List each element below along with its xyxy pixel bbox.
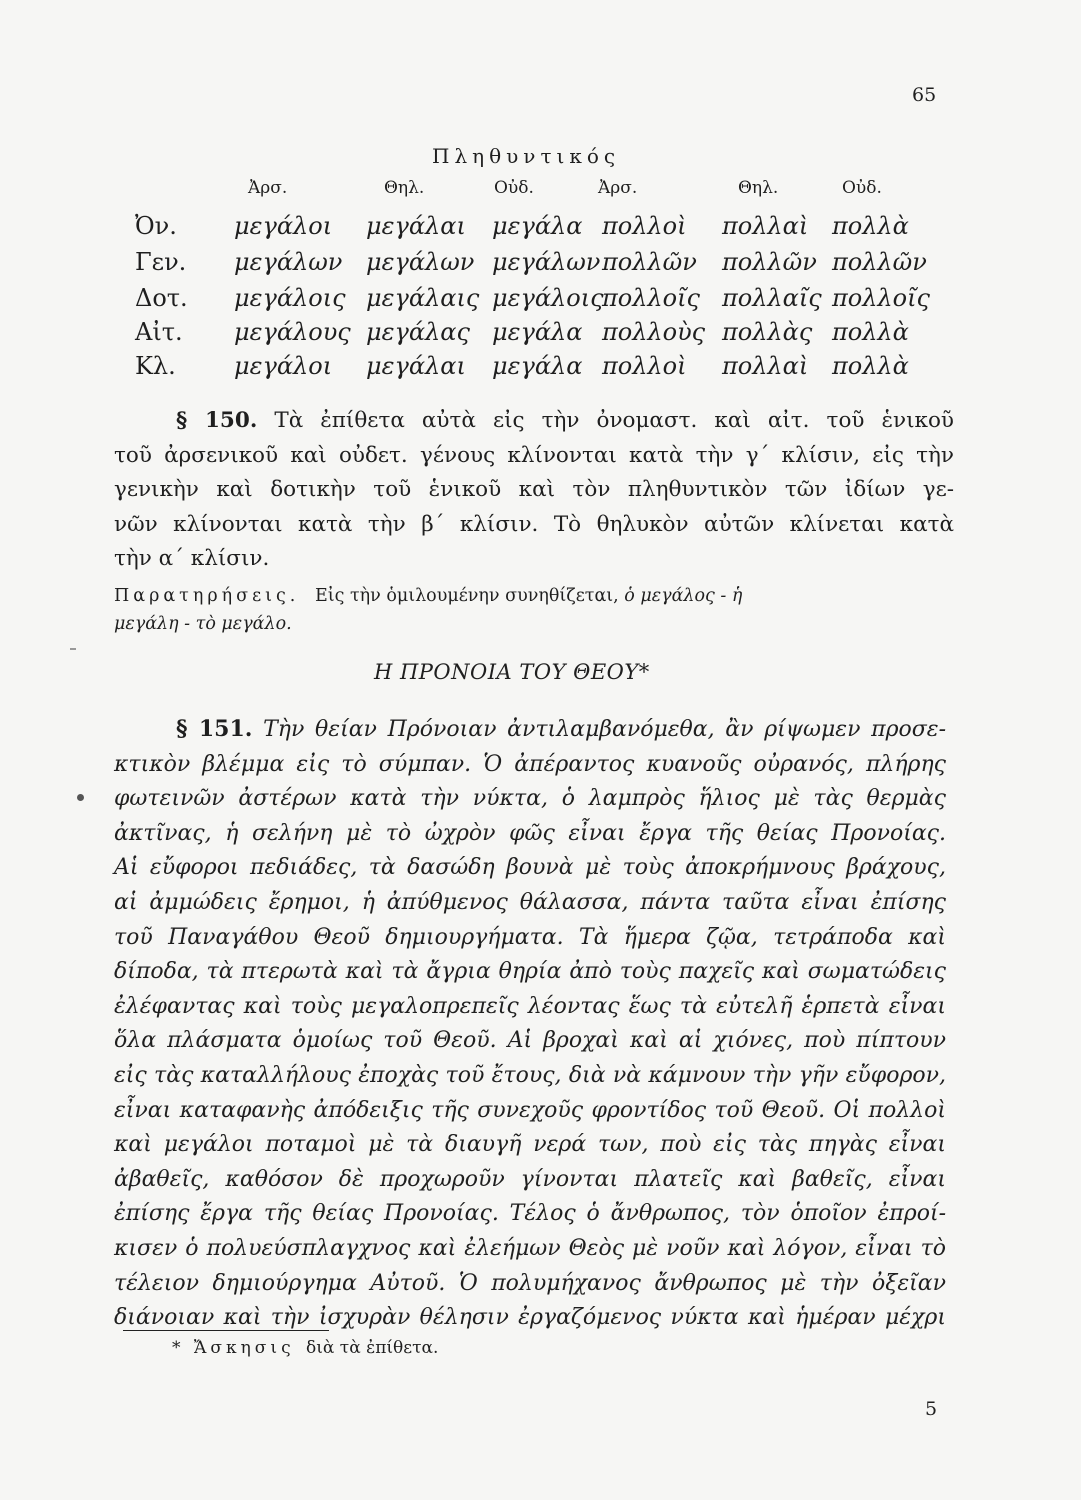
table-cell: μεγάλοι xyxy=(234,212,333,240)
table-cell: πολλαῖς xyxy=(722,284,822,312)
table-cell: πολλὰ xyxy=(832,318,909,346)
margin-dot xyxy=(77,794,84,801)
table-cell: μεγάλαι xyxy=(366,352,466,380)
paragraph-line: κτικὸν βλέμμα εἰς τὸ σύμπαν. Ὁ ἀπέραντος κυανοῦς οὐρανός, πλήρης xyxy=(114,751,946,777)
remarks-note xyxy=(114,582,954,638)
table-cell: πολλαὶ xyxy=(722,352,809,380)
paragraph-line: κισεν ὁ πολυεύσπλαγχνος καὶ ἐλεήμων Θεὸς μὲ νοῦν καὶ λόγον, εἶναι τὸ xyxy=(114,1235,946,1261)
table-cell: μεγάλαι xyxy=(366,212,466,240)
sheet-number: 5 xyxy=(925,1398,938,1420)
table-cell: μεγάλα xyxy=(492,318,583,346)
section-151-paragraph xyxy=(114,712,946,1336)
footnote-rule xyxy=(123,1330,329,1331)
table-cell: μεγάλοις xyxy=(234,284,346,312)
table-cell: μεγάλους xyxy=(234,318,351,346)
table-cell: πολλῶν xyxy=(832,248,927,276)
paragraph-line: τοῦ Παναγάθου Θεοῦ δημιουργήματα. Τὰ ἥμερα ζῷα, τετράποδα καὶ xyxy=(114,924,946,950)
case-label: Αἰτ. xyxy=(135,318,183,346)
case-label: Ὀν. xyxy=(135,212,177,240)
section-title: Η ΠΡΟΝΟΙΑ ΤΟΥ ΘΕΟΥ* xyxy=(374,660,650,684)
case-label: Δοτ. xyxy=(135,284,188,312)
table-cell: μεγάλαις xyxy=(366,284,480,312)
col-header: Ἀρσ. xyxy=(248,178,288,198)
remarks-forms: ὁ μεγάλος - ἡ xyxy=(624,586,743,606)
table-cell: πολλῶν xyxy=(602,248,697,276)
paragraph-line: φωτεινῶν ἀστέρων κατὰ τὴν νύκτα, ὁ λαμπρὸς ἥλιος μὲ τὰς θερμὰς xyxy=(114,786,946,812)
table-cell: μεγάλων xyxy=(366,248,475,276)
table-cell: πολλοῖς xyxy=(602,284,700,312)
paragraph-line: τέλειον δημιούργημα Αὐτοῦ. Ὁ πολυμήχανος ἄνθρωπος μὲ τὴν ὀξεῖαν xyxy=(114,1270,946,1296)
col-header: Θηλ. xyxy=(738,178,779,198)
paragraph-line: Αἱ εὔφοροι πεδιάδες, τὰ δασώδη βουνὰ μὲ τοὺς ἀποκρήμνους βράχους, xyxy=(114,855,946,881)
table-cell: πολλαὶ xyxy=(722,212,809,240)
plural-heading: Πληθυντικός xyxy=(432,144,621,168)
margin-mark xyxy=(70,648,76,650)
paragraph-line: νῶν κλίνονται κατὰ τὴν β΄ κλίσιν. Τὸ θηλυκὸν αὐτῶν κλίνεται κατὰ xyxy=(114,511,954,537)
table-cell: πολλοὶ xyxy=(602,212,687,240)
paragraph-line: δίποδα, τὰ πτερωτὰ καὶ τὰ ἄγρια θηρία ἀπὸ τοὺς παχεῖς καὶ σωματώδεις xyxy=(114,959,946,985)
section-number: § 150. xyxy=(176,408,258,433)
remarks-text: Εἰς τὴν ὁμιλουμένην συνηθίζεται, xyxy=(314,586,625,606)
paragraph-line: τοῦ ἀρσενικοῦ καὶ οὐδετ. γένους κλίνονται κατὰ τὴν γ΄ κλίσιν, εἰς τὴν xyxy=(114,442,954,468)
table-cell: μεγάλοις xyxy=(492,284,604,312)
table-cell: μεγάλα xyxy=(492,212,583,240)
section-150-paragraph xyxy=(114,404,954,577)
remarks-forms-continued: μεγάλη - τὸ μεγάλο. xyxy=(114,614,292,634)
paragraph-line xyxy=(114,404,954,439)
footnote xyxy=(172,1338,438,1358)
col-header: Ἀρσ. xyxy=(598,178,638,198)
paragraph-line: εἰς τὰς καταλλήλους ἐποχὰς τοῦ ἔτους, διὰ νὰ κάμνουν τὴν γῆν εὔφορον, xyxy=(114,1062,946,1088)
table-cell: πολλοὺς xyxy=(602,318,706,346)
case-label: Κλ. xyxy=(135,352,176,380)
line-text: Τὰ ἐπίθετα αὐτὰ εἰς τὴν ὀνομαστ. καὶ αἰτ. τοῦ ἑνικοῦ xyxy=(274,408,954,433)
footnote-text: διὰ τὰ ἐπίθετα. xyxy=(306,1338,439,1358)
table-cell: πολλοὶ xyxy=(602,352,687,380)
line-text: Τὴν θείαν Πρόνοιαν ἀντιλαμβανόμεθα, ἂν ρίψωμεν προσε- xyxy=(263,717,947,742)
table-cell: μεγάλων xyxy=(234,248,343,276)
paragraph-line: ὅλα πλάσματα ὁμοίως τοῦ Θεοῦ. Αἱ βροχαὶ καὶ αἱ χιόνες, ποὺ πίπτουν xyxy=(114,1028,946,1054)
footnote-label: * Ἄσκησις xyxy=(172,1338,295,1358)
paragraph-line: ἀκτῖνας, ἡ σελήνη μὲ τὸ ὠχρὸν φῶς εἶναι ἔργα τῆς θείας Προνοίας. xyxy=(114,820,946,846)
paragraph-line: γενικὴν καὶ δοτικὴν τοῦ ἑνικοῦ καὶ τὸν πληθυντικὸν τῶν ἰδίων γε- xyxy=(114,477,954,502)
paragraph-line: διάνοιαν καὶ τὴν ἰσχυρὰν θέλησιν ἐργαζόμενος νύκτα καὶ ἡμέραν μέχρι xyxy=(114,1305,946,1331)
table-cell: πολλὰς xyxy=(722,318,813,346)
table-cell: πολλὰ xyxy=(832,212,909,240)
paragraph-line: τὴν α΄ κλίσιν. xyxy=(114,546,270,571)
page-number: 65 xyxy=(912,84,937,106)
col-header: Οὐδ. xyxy=(494,178,534,198)
remarks-label: Παρατηρήσεις. xyxy=(114,586,300,606)
table-cell: πολλοῖς xyxy=(832,284,930,312)
table-cell: πολλὰ xyxy=(832,352,909,380)
case-label: Γεν. xyxy=(135,248,187,276)
col-header: Θηλ. xyxy=(384,178,425,198)
paragraph-line: εἶναι καταφανὴς ἀπόδειξις τῆς συνεχοῦς φροντίδος τοῦ Θεοῦ. Οἱ πολλοὶ xyxy=(114,1097,946,1123)
paragraph-line xyxy=(114,712,946,748)
table-cell: πολλῶν xyxy=(722,248,817,276)
col-header: Οὐδ. xyxy=(842,178,882,198)
paragraph-line: αἱ ἀμμώδεις ἔρημοι, ἡ ἀπύθμενος θάλασσα, πάντα ταῦτα εἶναι ἐπίσης xyxy=(114,889,946,915)
paragraph-line: ἐπίσης ἔργα τῆς θείας Προνοίας. Τέλος ὁ ἄνθρωπος, τὸν ὁποῖον ἐπροί- xyxy=(114,1201,946,1227)
table-cell: μεγάλοι xyxy=(234,352,333,380)
paragraph-line: καὶ μεγάλοι ποταμοὶ μὲ τὰ διαυγῆ νερά των, ποὺ εἰς τὰς πηγὰς εἶναι xyxy=(114,1132,946,1158)
paragraph-line: ἐλέφαντας καὶ τοὺς μεγαλοπρεπεῖς λέοντας ἕως τὰ εὐτελῆ ἑρπετὰ εἶναι xyxy=(114,993,946,1019)
section-number: § 151. xyxy=(176,716,253,742)
table-cell: μεγάλα xyxy=(492,352,583,380)
paragraph-line: ἀβαθεῖς, καθόσον δὲ προχωροῦν γίνονται πλατεῖς καὶ βαθεῖς, εἶναι xyxy=(114,1166,946,1192)
table-cell: μεγάλας xyxy=(366,318,470,346)
table-cell: μεγάλων xyxy=(492,248,601,276)
